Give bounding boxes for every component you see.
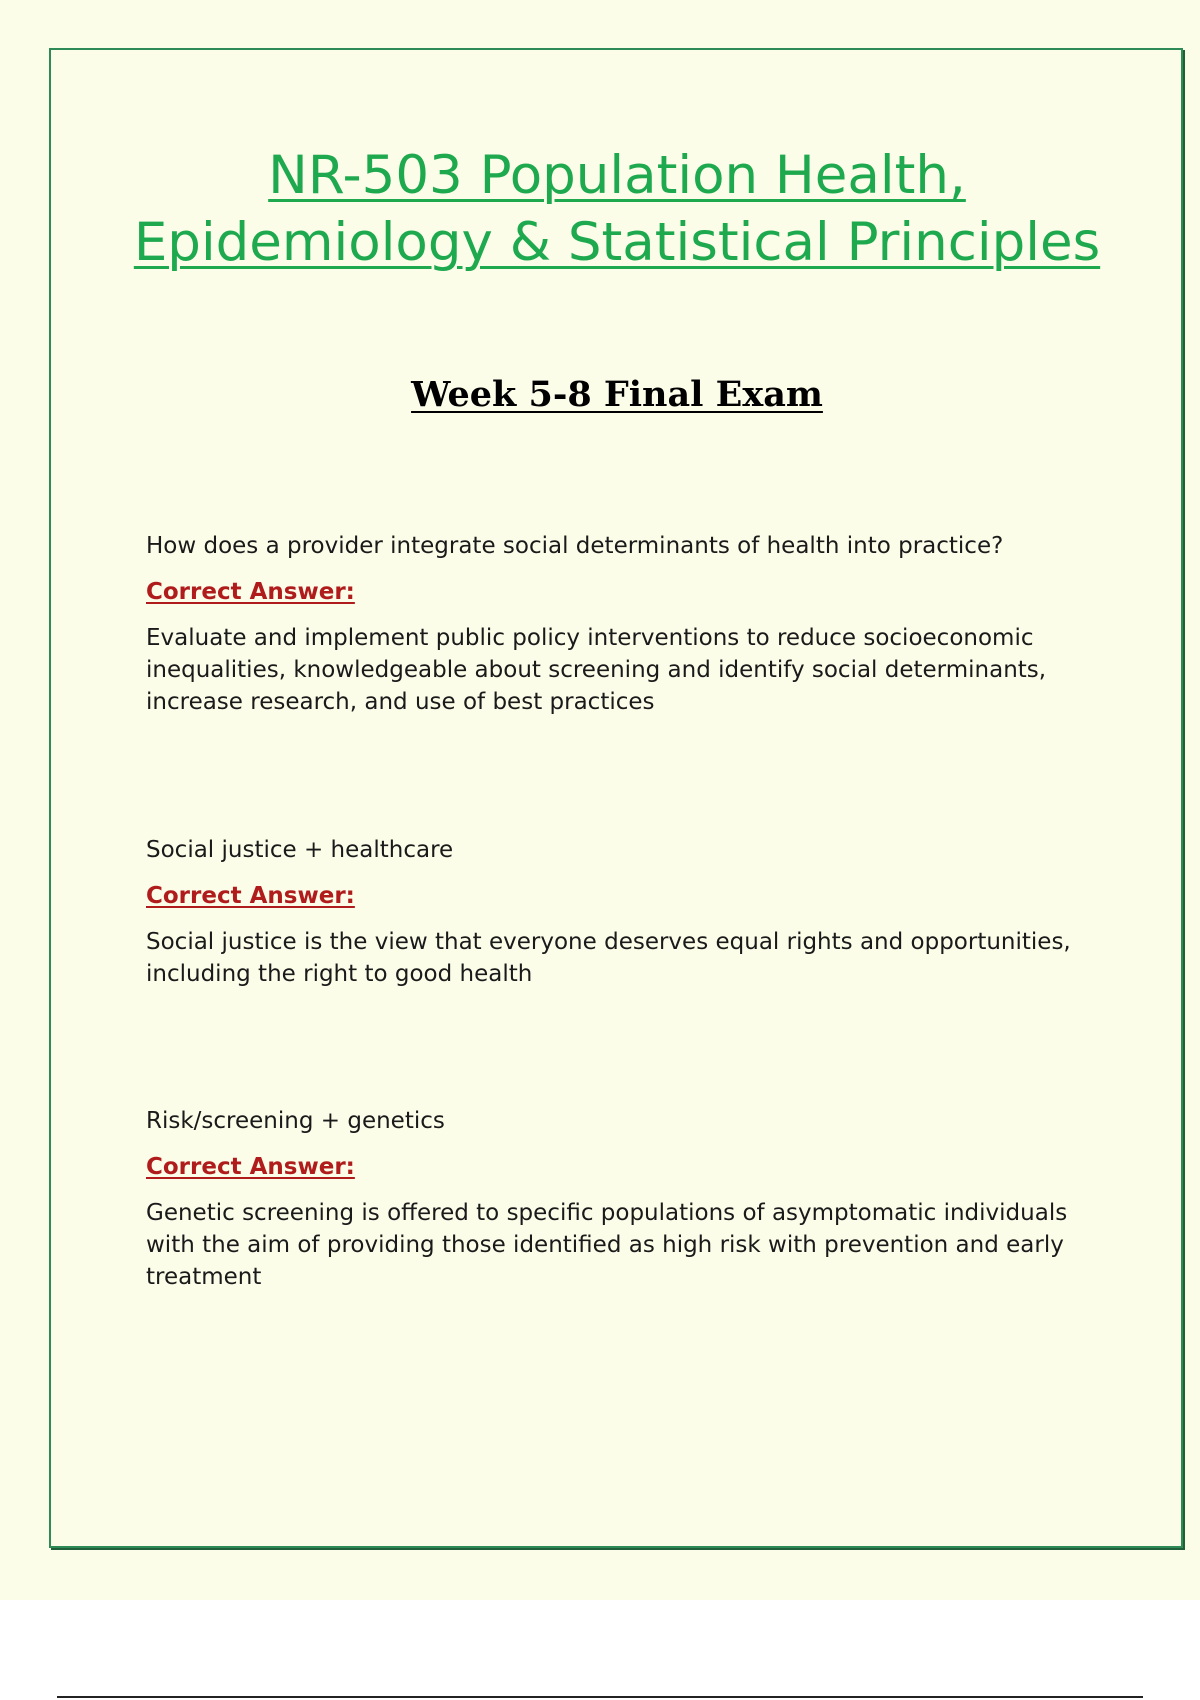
document-title <box>0 142 1200 276</box>
answer-text: Evaluate and implement public policy interventions to reduce socioeconomic inequalities, knowledgeable about screening and identify social determinants, increase research, and use of best practices <box>146 625 1047 715</box>
document-title-line-2: Epidemiology & Statistical Principles <box>133 212 1101 273</box>
footer-divider <box>57 1696 1143 1698</box>
question-text: Risk/screening + genetics <box>146 1108 445 1134</box>
answer-text: Genetic screening is offered to specific populations of asymptomatic individuals with the aim of providing those identified as high risk with prevention and early treatment <box>146 1200 1068 1290</box>
qa-item-2 <box>146 834 1086 990</box>
correct-answer-label: Correct Answer: <box>146 579 355 605</box>
qa-item-3 <box>146 1105 1086 1293</box>
correct-answer-label: Correct Answer: <box>146 883 355 909</box>
exam-subtitle: Week 5-8 Final Exam <box>411 374 823 415</box>
answer-text: Social justice is the view that everyone deserves equal rights and opportunities, including the right to good health <box>146 929 1071 987</box>
qa-item-1 <box>146 530 1086 718</box>
correct-answer-label: Correct Answer: <box>146 1154 355 1180</box>
document-title-line-1: NR-503 Population Health, <box>268 145 966 206</box>
question-text: How does a provider integrate social determinants of health into practice? <box>146 533 1004 559</box>
question-text: Social justice + healthcare <box>146 837 454 863</box>
